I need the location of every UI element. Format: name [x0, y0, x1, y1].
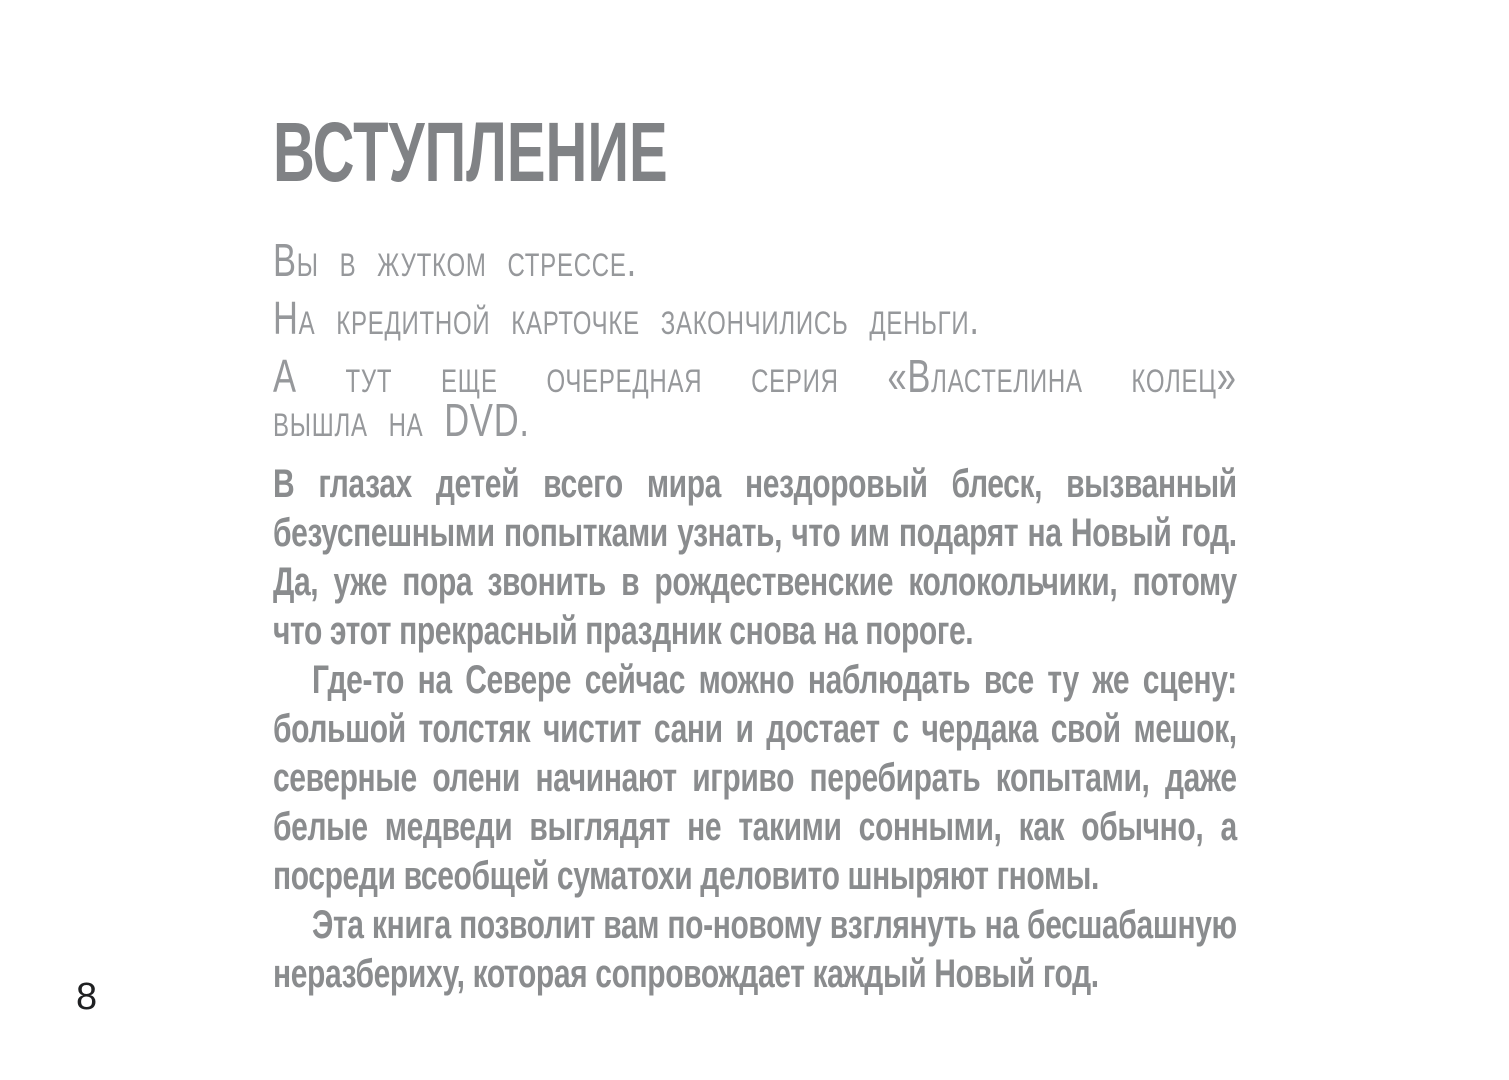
- paragraph-3: Эта книга позволит вам по-новому взглянуть на бесшабашную неразбериху, которая сопровождает каждый Новый год.: [273, 903, 1237, 996]
- page-title: ВСТУПЛЕНИЕ: [273, 105, 668, 199]
- paragraph-1: В глазах детей всего мира нездоровый блеск, вызванный безуспешными попытками узнать, что им подарят на Новый год. Да, уже пора звонить в рождественские колокольчики, потому что этот прекрасный праздник снова на пороге.: [273, 462, 1237, 653]
- intro-line-2: На кредитной карточке закончились деньги.: [273, 292, 980, 344]
- page-content: [273, 105, 1237, 999]
- body-text-block: [273, 460, 1237, 999]
- intro-line-4: вышла на DVD.: [273, 394, 530, 446]
- page-number: 8: [76, 976, 98, 1018]
- intro-line-3: А тут еще очередная серия «Властелина колец»: [273, 350, 1237, 402]
- intro-line-1: Вы в жутком стрессе.: [273, 234, 637, 286]
- intro-block: [273, 234, 1237, 446]
- paragraph-2: Где-то на Севере сейчас можно наблюдать все ту же сцену: большой толстяк чистит сани и достает с чердака свой мешок, северные олени начинают игриво перебирать копытами, даже белые медведи выглядят не такими сонными, как обычно, а посреди всеобщей суматохи деловито шныряют гномы.: [273, 658, 1237, 898]
